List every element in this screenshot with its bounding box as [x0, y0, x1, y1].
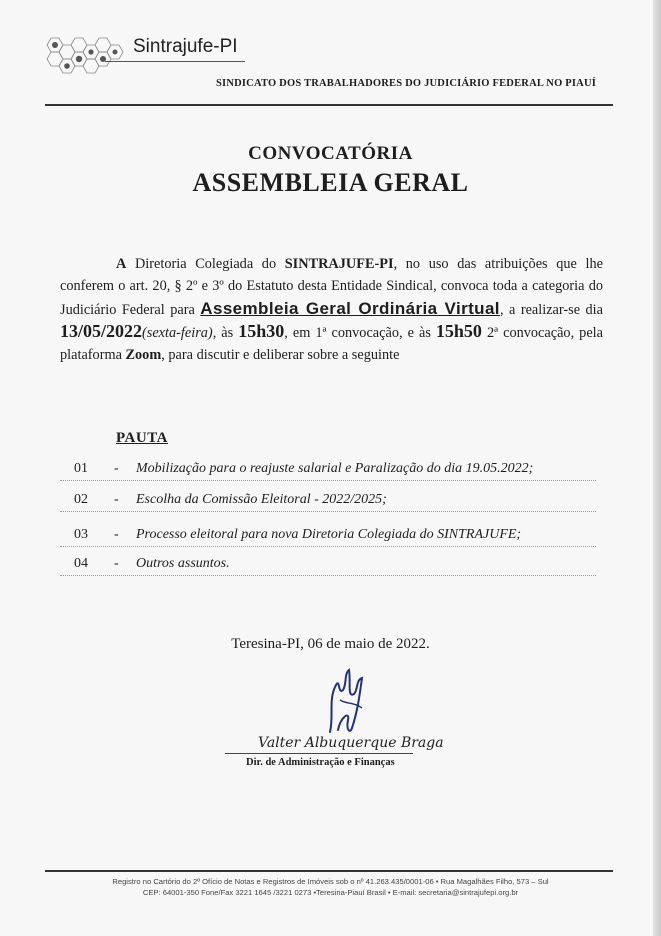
agenda-item-number: 03	[74, 527, 88, 542]
agenda-item-text: Escolha da Comissão Eleitoral - 2022/2025;	[136, 492, 387, 507]
footer-registry: Registro no Cartório do 2º Ofício de Notas e Registros de Imóveis sob o nº 41.263.435/0001-06 • Rua Magalhães Filho, 573 – Sul	[112, 877, 549, 886]
scan-edge-shadow	[653, 0, 661, 936]
agenda-item-dash: -	[114, 556, 119, 571]
agenda-item-text: Outros assuntos.	[136, 556, 230, 571]
body-text: , para discutir e deliberar sobre a seguinte	[161, 347, 400, 364]
body-text: , em 1ª convocação, e às	[284, 325, 436, 342]
brand-name: Sintrajufe-PI	[133, 36, 238, 57]
body-text: , às	[212, 325, 239, 342]
signer-name: Valter Albuquerque Braga	[258, 735, 444, 751]
agenda-item-text: Processo eleitoral para nova Diretoria Colegiada do SINTRAJUFE;	[136, 527, 522, 542]
union-name: SINTRAJUFE-PI	[284, 256, 394, 272]
agenda-item-number: 04	[74, 556, 88, 571]
document-title: CONVOCATÓRIA	[248, 143, 413, 164]
signature-line	[225, 753, 413, 754]
agenda-heading: PAUTA	[116, 430, 168, 446]
agenda-item-number: 01	[74, 461, 88, 476]
footer-divider	[45, 870, 613, 872]
footer-contact: CEP: 64001-350 Fone/Fax 3221 1645 /3221 0273 •Teresina-Piauí Brasil • E-mail: secretaria@sintrajufepi.org.br	[142, 888, 519, 897]
document-heading: ASSEMBLEIA GERAL	[192, 168, 469, 197]
sintrajufe-logo	[43, 32, 138, 77]
agenda-item-dash: -	[114, 461, 119, 476]
second-call-time: 15h50	[435, 321, 482, 342]
agenda-item	[60, 487, 596, 512]
body-text: Diretoria Colegiada do	[126, 256, 285, 272]
agenda-item-dash: -	[114, 492, 119, 507]
brand-underline	[105, 61, 245, 62]
agenda-list	[60, 456, 596, 576]
platform-name: Zoom	[125, 347, 162, 364]
handwritten-signature	[310, 660, 385, 740]
body-text: , no uso das atribuições que lhe conferem o art. 20, § 2º e 3º do Estatuto desta Entidade Sindical, convoca toda a categoria do Judiciário Federal para	[60, 256, 603, 318]
assembly-date: 13/05/2022	[60, 321, 143, 342]
agenda-item-dash: -	[114, 527, 119, 542]
assembly-weekday: (sexta-feira)	[142, 325, 213, 342]
body-initial: A	[116, 256, 127, 272]
agenda-item-number: 02	[74, 492, 88, 507]
signer-role: Dir. de Administração e Finanças	[246, 757, 395, 768]
agenda-item	[60, 456, 596, 481]
first-call-time: 15h30	[238, 321, 285, 342]
agenda-item	[60, 522, 596, 547]
assembly-name: Assembleia Geral Ordinária Virtual	[200, 298, 500, 318]
body-text: 2ª convocação, pela plataforma	[60, 325, 603, 364]
organization-subtitle: SINDICATO DOS TRABALHADORES DO JUDICIÁRIO FEDERAL NO PIAUÍ	[216, 78, 597, 89]
header-divider	[45, 104, 613, 106]
body-text: , a realizar-se dia	[499, 301, 603, 318]
place-and-date: Teresina-PI, 06 de maio de 2022.	[231, 636, 430, 652]
agenda-item	[60, 551, 596, 576]
agenda-item-text: Mobilização para o reajuste salarial e Paralização do dia 19.05.2022;	[136, 461, 534, 476]
convocation-paragraph	[60, 254, 603, 367]
